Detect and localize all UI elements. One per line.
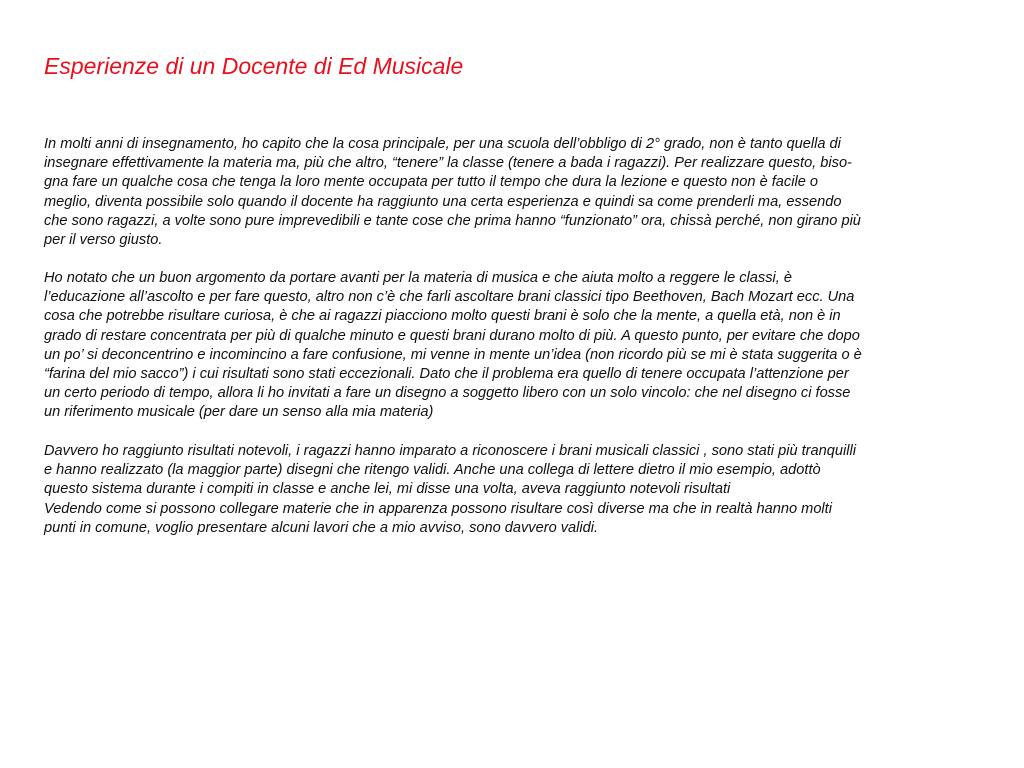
paragraph-2: [44, 269, 862, 423]
paragraph-line: un riferimento musicale (per dare un senso alla mia materia): [44, 404, 434, 421]
paragraph-line: grado di restare concentrata per più di qualche minuto e questi brani durano molto di più. A questo punto, per evitare che dopo: [44, 327, 860, 344]
paragraph-line: insegnare effettivamente la materia ma, più che altro, “tenere” la classe (tenere a bada i ragazzi). Per realizzare questo, biso-: [44, 155, 852, 172]
paragraph-line: questo sistema durante i compiti in classe e anche lei, mi disse una volta, aveva raggiunto notevoli risultati: [44, 481, 731, 498]
paragraph-line: un po’ si deconcentrino e incomincino a fare confusione, mi venne in mente un’idea (non ricordo più se mi è stata suggerita o è: [44, 346, 862, 363]
paragraph-line: “farina del mio sacco”) i cui risultati sono stati eccezionali. Dato che il problema era quello di tenere occupata l’attenzione per: [44, 366, 849, 383]
paragraph-line: meglio, diventa possibile solo quando il docente ha raggiunto una certa esperienza e quindi sa come prenderli ma, essendo: [44, 193, 842, 210]
paragraph-line: Davvero ho raggiunto risultati notevoli, i ragazzi hanno imparato a riconoscere i brani musicali classici , sono stati più tranquilli: [44, 443, 856, 459]
paragraph-line: e hanno realizzato (la maggior parte) disegni che ritengo validi. Anche una collega di lettere dietro il mio esempio, adottò: [44, 462, 821, 479]
paragraph-line: gna fare un qualche cosa che tenga la loro mente occupata per tutto il tempo che dura la lezione e questo non è facile o: [44, 174, 818, 191]
paragraph-line: l’educazione all’ascolto e per fare questo, altro non c’è che farli ascoltare brani classici tipo Beethoven, Bach Mozart ecc. Una: [44, 289, 855, 306]
paragraph-line: un certo periodo di tempo, allora li ho invitati a fare un disegno a soggetto libero con un solo vincolo: che nel disegno ci fosse: [44, 385, 851, 402]
paragraph-3: [44, 442, 856, 538]
paragraph-line: Vedendo come si possono collegare materie che in apparenza possono risultare così diverse ma che in realtà hanno molti: [44, 500, 832, 517]
paragraph-line: che sono ragazzi, a volte sono pure imprevedibili e tante cose che prima hanno “funzionato” ora, chissà perché, non girano più: [44, 212, 861, 229]
paragraph-line: In molti anni di insegnamento, ho capito che la cosa principale, per una scuola dell’obbligo di 2° grado, non è tanto quella di: [44, 136, 841, 152]
paragraph-line: punti in comune, voglio presentare alcuni lavori che a mio avviso, sono davvero validi.: [44, 519, 599, 536]
paragraph-line: Ho notato che un buon argomento da portare avanti per la materia di musica e che aiuta molto a reggere le classi, è: [44, 270, 792, 286]
paragraph-1: [44, 135, 861, 250]
paragraph-line: per il verso giusto.: [44, 232, 163, 249]
page-title: Esperienze di un Docente di Ed Musicale: [44, 53, 464, 79]
paragraph-line: cosa che potrebbe risultare curiosa, è che ai ragazzi piacciono molto questi brani è solo che la mente, a quella età, non è in: [44, 308, 841, 325]
